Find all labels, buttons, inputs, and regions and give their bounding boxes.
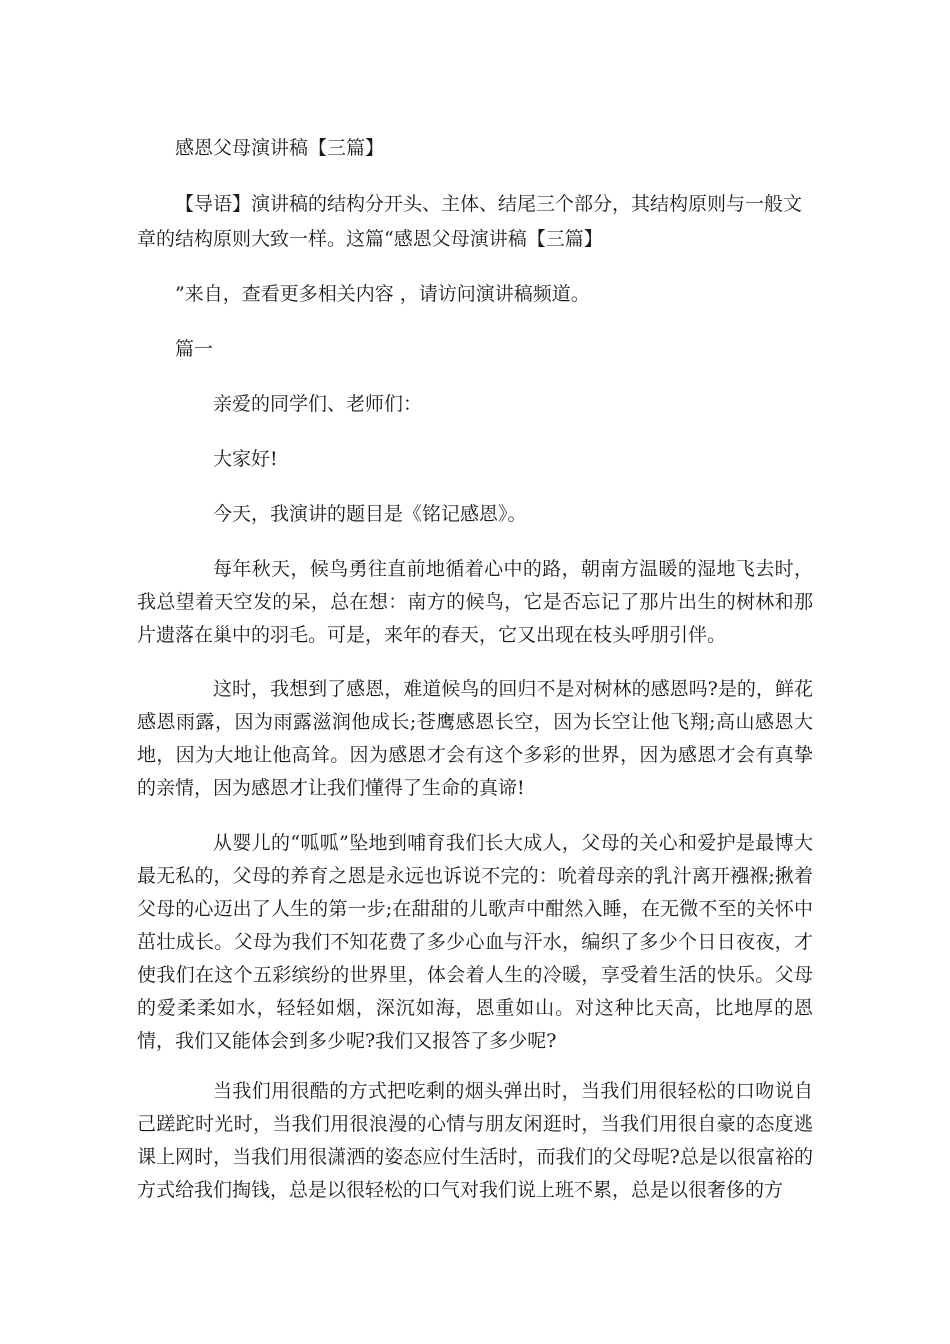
paragraph-4: 当我们用很酷的方式把吃剩的烟头弹出时，当我们用很轻松的口吻说自己蹉跎时光时，当我们用很浪漫的心情与朋友闲逛时，当我们用很自豪的态度逃课上网时，当我们用很潇洒的姿态应付生活时，而我们的父母呢?总是以很富裕的方式给我们掏钱，总是以很轻松的口气对我们说上班不累，总是以很奢侈的方 — [137, 1080, 813, 1201]
intro-line-2: 章的结构原则大致一样。这篇“感恩父母演讲稿【三篇】 — [137, 228, 603, 250]
paragraph-2: 这时，我想到了感恩，难道候鸟的回归不是对树林的感恩吗?是的，鲜花感恩雨露，因为雨露滋润他成长;苍鹰感恩长空，因为长空让他飞翔;高山感恩大地，因为大地让他高耸。因为感恩才会有这个多彩的世界，因为感恩才会有真挚的亲情，因为感恩才让我们懂得了生命的真谛! — [137, 678, 813, 799]
intro-line-3: ”来自，查看更多相关内容 ，请访问演讲稿频道。 — [175, 283, 590, 305]
section-label: 篇一 — [175, 338, 214, 360]
hello: 大家好! — [213, 448, 278, 470]
speech-topic: 今天，我演讲的题目是《铭记感恩》。 — [213, 503, 527, 525]
paragraph-3: 从婴儿的“呱呱”坠地到哺育我们长大成人，父母的关心和爱护是最博大最无私的，父母的养育之恩是永远也诉说不完的：吮着母亲的乳汁离开襁褓;揪着父母的心迈出了人生的第一步;在甜甜的儿歌声中酣然入睡，在无微不至的关怀中茁壮成长。父母为我们不知花费了多少心血与汗水，编织了多少个日日夜夜，才使我们在这个五彩缤纷的世界里，体会着人生的冷暖，享受着生活的快乐。父母的爱柔柔如水，轻轻如烟，深沉如海，恩重如山。对这种比天高，比地厚的恩情，我们又能体会到多少呢?我们又报答了多少呢? — [137, 832, 813, 1052]
paragraph-1: 每年秋天，候鸟勇往直前地循着心中的路，朝南方温暖的湿地飞去时，我总望着天空发的呆，总在想：南方的候鸟，它是否忘记了那片出生的树林和那片遗落在巢中的羽毛。可是，来年的春天，它又出现在枝头呼朋引伴。 — [137, 558, 813, 646]
greeting: 亲爱的同学们、老师们： — [213, 393, 423, 415]
intro-line-1: 【导语】演讲稿的结构分开头、主体、结尾三个部分，其结构原则与一般文 — [175, 193, 803, 215]
document-title: 感恩父母演讲稿【三篇】 — [175, 137, 385, 159]
